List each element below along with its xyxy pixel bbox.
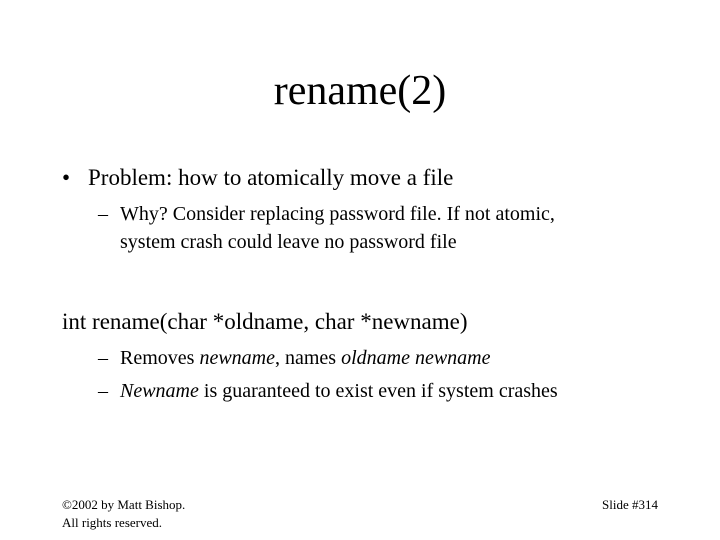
dash-icon: – bbox=[98, 380, 108, 402]
removes-label: Removes bbox=[120, 347, 200, 369]
bullet-problem-text: Problem: how to atomically move a file bbox=[88, 165, 454, 190]
sub-bullet-why-text-2: system crash could leave no password file bbox=[120, 231, 457, 253]
bullet-icon: • bbox=[62, 165, 71, 190]
sub-bullet-why-text: Why? Consider replacing password file. If not atomic, bbox=[120, 203, 555, 225]
newname-term: newname bbox=[199, 347, 275, 369]
guarantee-label: is guaranteed to exist even if system crashes bbox=[198, 380, 558, 402]
footer-copyright bbox=[62, 496, 185, 532]
oldname-newname-terms: oldname newname bbox=[341, 347, 491, 369]
sub-bullet-removes-text bbox=[120, 348, 491, 368]
newname-term: Newname bbox=[120, 380, 199, 402]
slide-number: Slide #314 bbox=[602, 497, 658, 512]
slide-title: rename(2) bbox=[273, 68, 447, 114]
names-label: , names bbox=[274, 347, 342, 369]
dash-icon: – bbox=[98, 203, 108, 225]
rights-text: All rights reserved. bbox=[62, 515, 163, 530]
copyright-text: ©2002 by Matt Bishop. bbox=[62, 497, 186, 512]
dash-icon: – bbox=[98, 347, 108, 369]
function-signature: int rename(char *oldname, char *newname) bbox=[62, 309, 468, 334]
sub-bullet-guarantee-text bbox=[120, 381, 558, 401]
